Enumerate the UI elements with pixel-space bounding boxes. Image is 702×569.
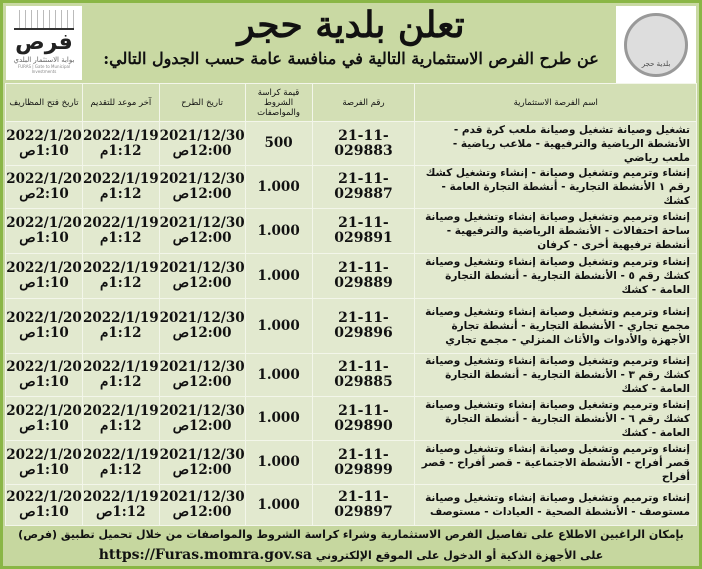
booklet-value: 1.000 (245, 354, 312, 397)
issue-date-value: 2021/12/30 (159, 402, 245, 419)
opening-date (6, 397, 83, 441)
deadline (83, 254, 160, 299)
opportunity-number: 21-11-029896 (312, 299, 415, 354)
opportunity-number: 21-11-029889 (312, 254, 415, 299)
deadline-time: 1:12م (100, 275, 142, 291)
issue-date-value: 2021/12/30 (159, 127, 245, 144)
col-name: اسم الفرصة الاستثمارية (415, 84, 697, 122)
issue-date (159, 485, 245, 526)
opportunity-number: 21-11-029887 (312, 166, 415, 209)
opening-date-value: 2022/1/20 (6, 402, 82, 419)
deadline-date: 2022/1/19 (83, 260, 159, 276)
issue-date (159, 354, 245, 397)
deadline (83, 209, 160, 254)
page-title: تعلن بلدية حجر (237, 4, 465, 46)
table-row (6, 397, 697, 441)
opportunity-name: إنشاء وترميم وتشغيل وصيانة إنشاء وتشغيل وصيانة مستوصف - الأنشطة الصحية - العيادات - مستوصف (415, 485, 697, 526)
seal-icon (624, 13, 688, 77)
issue-time: 12:00ص (172, 142, 232, 159)
deadline-date: 2022/1/19 (83, 359, 159, 375)
issue-date-value: 2021/12/30 (159, 446, 245, 463)
opening-date (6, 441, 83, 485)
deadline-time: 1:12ص (96, 504, 146, 520)
opening-date (6, 209, 83, 254)
booklet-value: 1.000 (245, 299, 312, 354)
opportunity-name: إنشاء وترميم وتشغيل وصيانة إنشاء وتشغيل وصيانة ساحة احتفالات - الأنشطة الرياضية والترفيهية - أنشطة ترفيهية أخرى - كرفان (415, 209, 697, 254)
deadline-date: 2022/1/19 (83, 446, 159, 463)
deadline (83, 299, 160, 354)
issue-date (159, 209, 245, 254)
issue-date-value: 2021/12/30 (159, 171, 245, 187)
opportunity-number: 21-11-029891 (312, 209, 415, 254)
issue-time: 12:00ص (172, 325, 232, 341)
booklet-value: 1.000 (245, 166, 312, 209)
opening-time: 1:10ص (19, 504, 69, 520)
deadline-time: 1:12م (100, 374, 142, 390)
opening-date-value: 2022/1/20 (6, 127, 82, 144)
table-row (6, 441, 697, 485)
opportunity-name: إنشاء وترميم وتشغيل وصيانة إنشاء وتشغيل وصيانة كشك رقم ٦ - الأنشطة التجارية - أنشطة التجارة العامة - كشك (415, 397, 697, 441)
table-row (6, 254, 697, 299)
furas-tagline-en: FURAS | Gate to Municipal Investments (17, 64, 71, 74)
opportunity-number: 21-11-029890 (312, 397, 415, 441)
opening-date (6, 122, 83, 166)
footer-line-2: على الأجهزة الذكية أو الدخول على الموقع الإلكتروني (315, 549, 604, 562)
issue-date (159, 299, 245, 354)
opening-date-value: 2022/1/20 (6, 446, 82, 463)
municipality-seal (616, 6, 696, 84)
deadline-date: 2022/1/19 (83, 215, 159, 231)
opening-time: 1:10ص (19, 275, 69, 291)
opening-date (6, 254, 83, 299)
col-value: قيمة كراسة الشروط والمواصفات (245, 84, 312, 122)
footer-note (3, 525, 699, 566)
opening-date (6, 299, 83, 354)
issue-time: 12:00ص (172, 275, 232, 291)
opening-date (6, 166, 83, 209)
opportunity-name: إنشاء وترميم وتشغيل وصيانة إنشاء وتشغيل وصيانة مجمع تجاري - الأنشطة التجارية - أنشطة تجارة الأجهزة والأدوات والأثاث المنزلي - مجمع تجاري (415, 299, 697, 354)
opening-date (6, 485, 83, 526)
deadline (83, 397, 160, 441)
opportunity-name: إنشاء وترميم وتشغيل وصيانة إنشاء وتشغيل وصيانة قصر أفراح - الأنشطة الاجتماعية - قصر أفراح - قصر أفراح (415, 441, 697, 485)
opportunity-name: إنشاء وترميم وتشغيل وصيانة - إنشاء وتشغيل كشك رقم ١ الأنشطة التجارية - أنشطة التجارة العامة - كشك (415, 166, 697, 209)
issue-time: 12:00ص (172, 230, 232, 246)
table-row (6, 299, 697, 354)
booklet-value: 1.000 (245, 254, 312, 299)
issue-date (159, 166, 245, 209)
opening-time: 1:10ص (19, 142, 69, 159)
opportunities-table (5, 83, 697, 526)
issue-time: 12:00ص (172, 504, 232, 520)
footer-line-1: بإمكان الراغبين الاطلاع على تفاصيل الفرص الاستثمارية وشراء كراسة الشروط والمواصفات من خلال تحميل تطبيق (فرص) (18, 528, 684, 541)
booklet-value: 1.000 (245, 397, 312, 441)
col-number: رقم الفرصة (312, 84, 415, 122)
opportunity-number: 21-11-029885 (312, 354, 415, 397)
skyline-icon (14, 10, 74, 30)
deadline (83, 122, 160, 166)
issue-time: 12:00ص (172, 461, 232, 478)
booklet-value: 1.000 (245, 485, 312, 526)
deadline-time: 1:12م (100, 186, 142, 202)
opportunity-number: 21-11-029899 (312, 441, 415, 485)
deadline-date: 2022/1/19 (83, 127, 159, 144)
issue-date (159, 397, 245, 441)
seal-caption: بلدية حجر (641, 60, 671, 68)
deadline-time: 1:12م (100, 230, 142, 246)
issue-date-value: 2021/12/30 (159, 260, 245, 276)
booklet-value: 1.000 (245, 441, 312, 485)
opening-time: 1:10ص (19, 230, 69, 246)
issue-date (159, 254, 245, 299)
opening-date-value: 2022/1/20 (6, 489, 82, 505)
col-deadline: آخر موعد للتقديم (83, 84, 160, 122)
issue-time: 12:00ص (172, 186, 232, 202)
furas-logo (6, 6, 82, 80)
issue-date-value: 2021/12/30 (159, 359, 245, 375)
opening-time: 2:10ص (19, 186, 69, 202)
furas-tagline: بوابة الاستثمار البلدي (13, 56, 75, 64)
page-subtitle: عن طرح الفرص الاستثمارية التالية في منافسة عامة حسب الجدول التالي: (103, 49, 599, 68)
deadline-date: 2022/1/19 (83, 171, 159, 187)
opportunity-number: 21-11-029897 (312, 485, 415, 526)
opening-time: 1:10ص (19, 325, 69, 341)
opportunity-name: إنشاء وترميم وتشغيل وصيانة إنشاء وتشغيل وصيانة كشك رقم ٣ - الأنشطة التجارية - أنشطة التجارة العامة - كشك (415, 354, 697, 397)
deadline (83, 441, 160, 485)
opportunity-number: 21-11-029883 (312, 122, 415, 166)
opening-time: 1:10ص (19, 461, 69, 478)
deadline (83, 485, 160, 526)
deadline-time: 1:12م (100, 417, 142, 434)
opportunity-name: إنشاء وترميم وتشغيل وصيانة إنشاء وتشغيل وصيانة كشك رقم ٥ - الأنشطة التجارية - أنشطة التجارة العامة - كشك (415, 254, 697, 299)
issue-date (159, 441, 245, 485)
table-row (6, 485, 697, 526)
table-header-row (6, 84, 697, 122)
website-link[interactable]: https://Furas.momra.gov.sa (98, 547, 312, 563)
issue-date (159, 122, 245, 166)
booklet-value: 500 (245, 122, 312, 166)
table-row (6, 122, 697, 166)
deadline-date: 2022/1/19 (83, 489, 159, 505)
opening-date-value: 2022/1/20 (6, 215, 82, 231)
col-opening: تاريخ فتح المظاريف (6, 84, 83, 122)
issue-date-value: 2021/12/30 (159, 489, 245, 505)
deadline (83, 166, 160, 209)
issue-date-value: 2021/12/30 (159, 215, 245, 231)
opening-date (6, 354, 83, 397)
opening-time: 1:10ص (19, 374, 69, 390)
opening-date-value: 2022/1/20 (6, 171, 82, 187)
issue-time: 12:00ص (172, 417, 232, 434)
booklet-value: 1.000 (245, 209, 312, 254)
table-row (6, 354, 697, 397)
issue-date-value: 2021/12/30 (159, 310, 245, 326)
deadline-date: 2022/1/19 (83, 402, 159, 419)
deadline-date: 2022/1/19 (83, 310, 159, 326)
deadline-time: 1:12م (100, 142, 142, 159)
deadline-time: 1:12م (100, 325, 142, 341)
deadline-time: 1:12م (100, 461, 142, 478)
opening-time: 1:10ص (19, 417, 69, 434)
header (3, 3, 699, 83)
opening-date-value: 2022/1/20 (6, 359, 82, 375)
deadline (83, 354, 160, 397)
col-issue-date: تاريخ الطرح (159, 84, 245, 122)
opening-date-value: 2022/1/20 (6, 260, 82, 276)
table-row (6, 209, 697, 254)
opening-date-value: 2022/1/20 (6, 310, 82, 326)
opportunity-name: تشغيل وصيانة تشغيل وصيانة ملعب كرة قدم - الأنشطة الرياضية والترفيهية - ملاعب رياضية - ملعب رياضي (415, 122, 697, 166)
table-row (6, 166, 697, 209)
furas-logo-text: فرص (15, 30, 73, 55)
issue-time: 12:00ص (172, 374, 232, 390)
